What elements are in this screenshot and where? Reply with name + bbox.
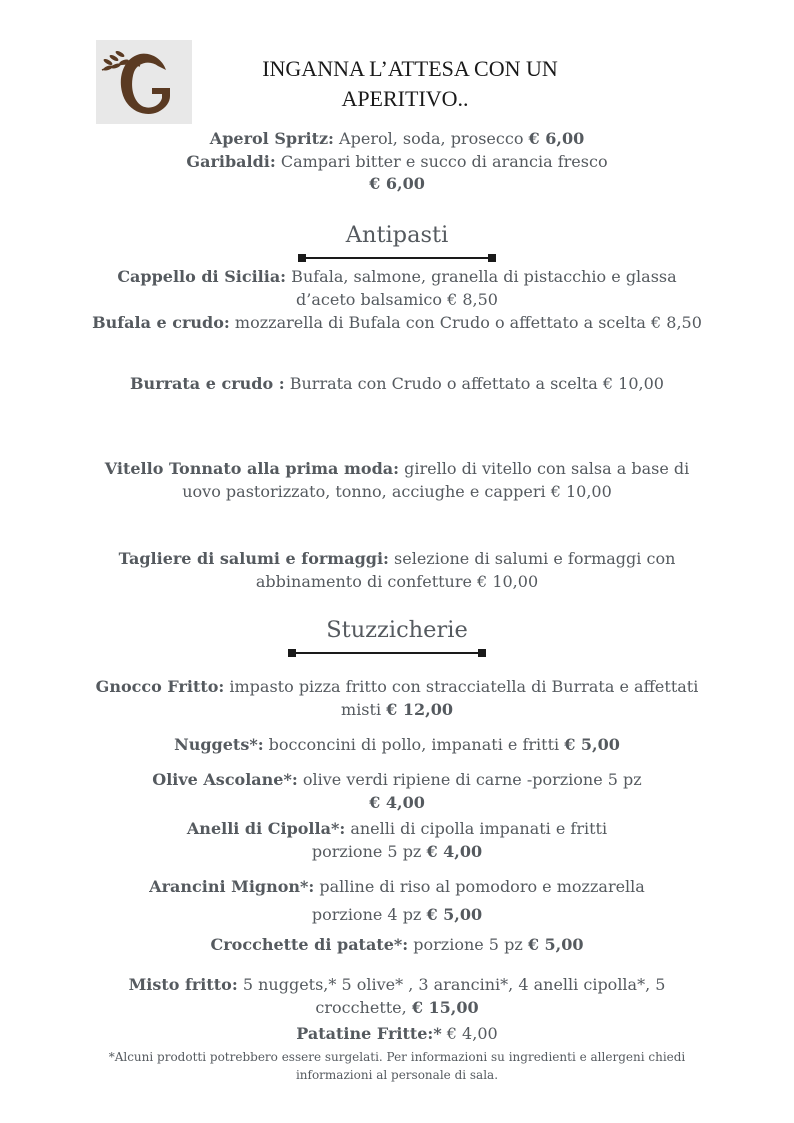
item-price: € 5,00 [426, 905, 483, 924]
item-name: Olive Ascolane*: [152, 770, 298, 789]
menu-item [90, 128, 704, 151]
section-divider [290, 652, 484, 654]
item-name: Patatine Fritte:* [296, 1024, 442, 1043]
item-desc: anelli di cipolla impanati e fritti [345, 819, 608, 838]
section-title-antipasti: Antipasti [345, 222, 449, 248]
antipasti-item [90, 266, 704, 311]
item-name: Burrata e crudo : [130, 374, 285, 393]
item-desc: olive verdi ripiene di carne -porzione 5 pz [297, 770, 642, 789]
stuzzicherie-item [90, 769, 704, 814]
item-desc: Burrata con Crudo o affettato a scelta € 10,00 [284, 374, 664, 393]
item-name: Crocchette di patate*: [210, 935, 409, 954]
title-line-1: INGANNA L’ATTESA CON UN [262, 56, 558, 81]
section-title-stuzzicherie: Stuzzicherie [326, 617, 468, 643]
item-price: € 5,00 [564, 735, 620, 754]
antipasti-item [90, 312, 704, 335]
item-name: Anelli di Cipolla*: [186, 819, 346, 838]
item-desc: impasto pizza fritto con stracciatella di Burrata e affettati misti [224, 677, 699, 719]
item-price: € 5,00 [527, 935, 584, 954]
item-name: Bufala e crudo: [92, 313, 230, 332]
item-price: € 4,00 [426, 841, 483, 861]
antipasti-item [90, 458, 704, 503]
aperitivo-list [90, 128, 704, 196]
item-desc: bocconcini di pollo, impanati e fritti [263, 735, 565, 754]
item-name: Tagliere di salumi e formaggi: [118, 549, 389, 568]
stuzzicherie-item [90, 873, 704, 929]
item-desc: porzione 5 pz [408, 935, 528, 954]
item-desc: Bufala, salmone, granella di pistacchio e glassa d’aceto balsamico € 8,50 [286, 267, 677, 309]
item-desc-portion: porzione 5 pz [311, 841, 427, 861]
item-name: Gnocco Fritto: [95, 677, 225, 696]
item-price: € 15,00 [411, 997, 479, 1017]
item-price: € 6,00 [369, 174, 425, 193]
item-desc: selezione di salumi e formaggi con abbinamento di confetture € 10,00 [255, 549, 676, 591]
menu-item [90, 151, 704, 196]
item-desc: Aperol, soda, prosecco [333, 129, 529, 148]
item-name: Aperol Spritz: [209, 129, 334, 148]
item-price: € 6,00 [528, 129, 585, 148]
title-line-2: APERITIVO.. [341, 86, 469, 111]
antipasti-item [90, 548, 704, 593]
item-name: Vitello Tonnato alla prima moda: [104, 459, 400, 478]
item-desc: girello di vitello con salsa a base di uovo pastorizzato, tonno, acciughe e capperi € 10,00 [182, 459, 690, 501]
stuzzicherie-item [90, 818, 704, 863]
item-name: Arancini Mignon*: [149, 877, 315, 896]
item-desc: Campari bitter e succo di arancia fresco [275, 151, 608, 171]
item-desc: 5 nuggets,* 5 olive* , 3 arancini*, 4 anelli cipolla*, 5 crocchette, [237, 975, 666, 1017]
stuzzicherie-item [90, 734, 704, 757]
item-name: Misto fritto: [128, 975, 238, 994]
item-desc: mozzarella di Bufala con Crudo o affettato a scelta € 8,50 [229, 313, 702, 332]
antipasti-item [90, 373, 704, 396]
stuzzicherie-item [90, 676, 704, 721]
stuzzicherie-item [90, 934, 704, 957]
section-divider [300, 257, 494, 259]
item-name: Nuggets*: [174, 735, 264, 754]
stuzzicherie-item [90, 974, 704, 1019]
page-title [200, 54, 620, 114]
allergen-footnote: *Alcuni prodotti potrebbero essere surgelati. Per informazioni su ingredienti e allergeni chiedi informazioni al personale di sala. [108, 1050, 686, 1082]
restaurant-logo [96, 40, 192, 124]
item-price: € 4,00 [369, 792, 425, 812]
wheat-g-logo-icon [96, 40, 192, 124]
item-desc: palline di riso al pomodoro e mozzarella [314, 877, 645, 896]
item-name: Garibaldi: [186, 151, 276, 171]
item-price: € 12,00 [386, 699, 453, 719]
stuzzicherie-item [90, 1023, 704, 1046]
item-desc: € 4,00 [441, 1024, 498, 1043]
item-name: Cappello di Sicilia: [117, 267, 287, 286]
item-desc-portion: porzione 4 pz [311, 905, 427, 924]
